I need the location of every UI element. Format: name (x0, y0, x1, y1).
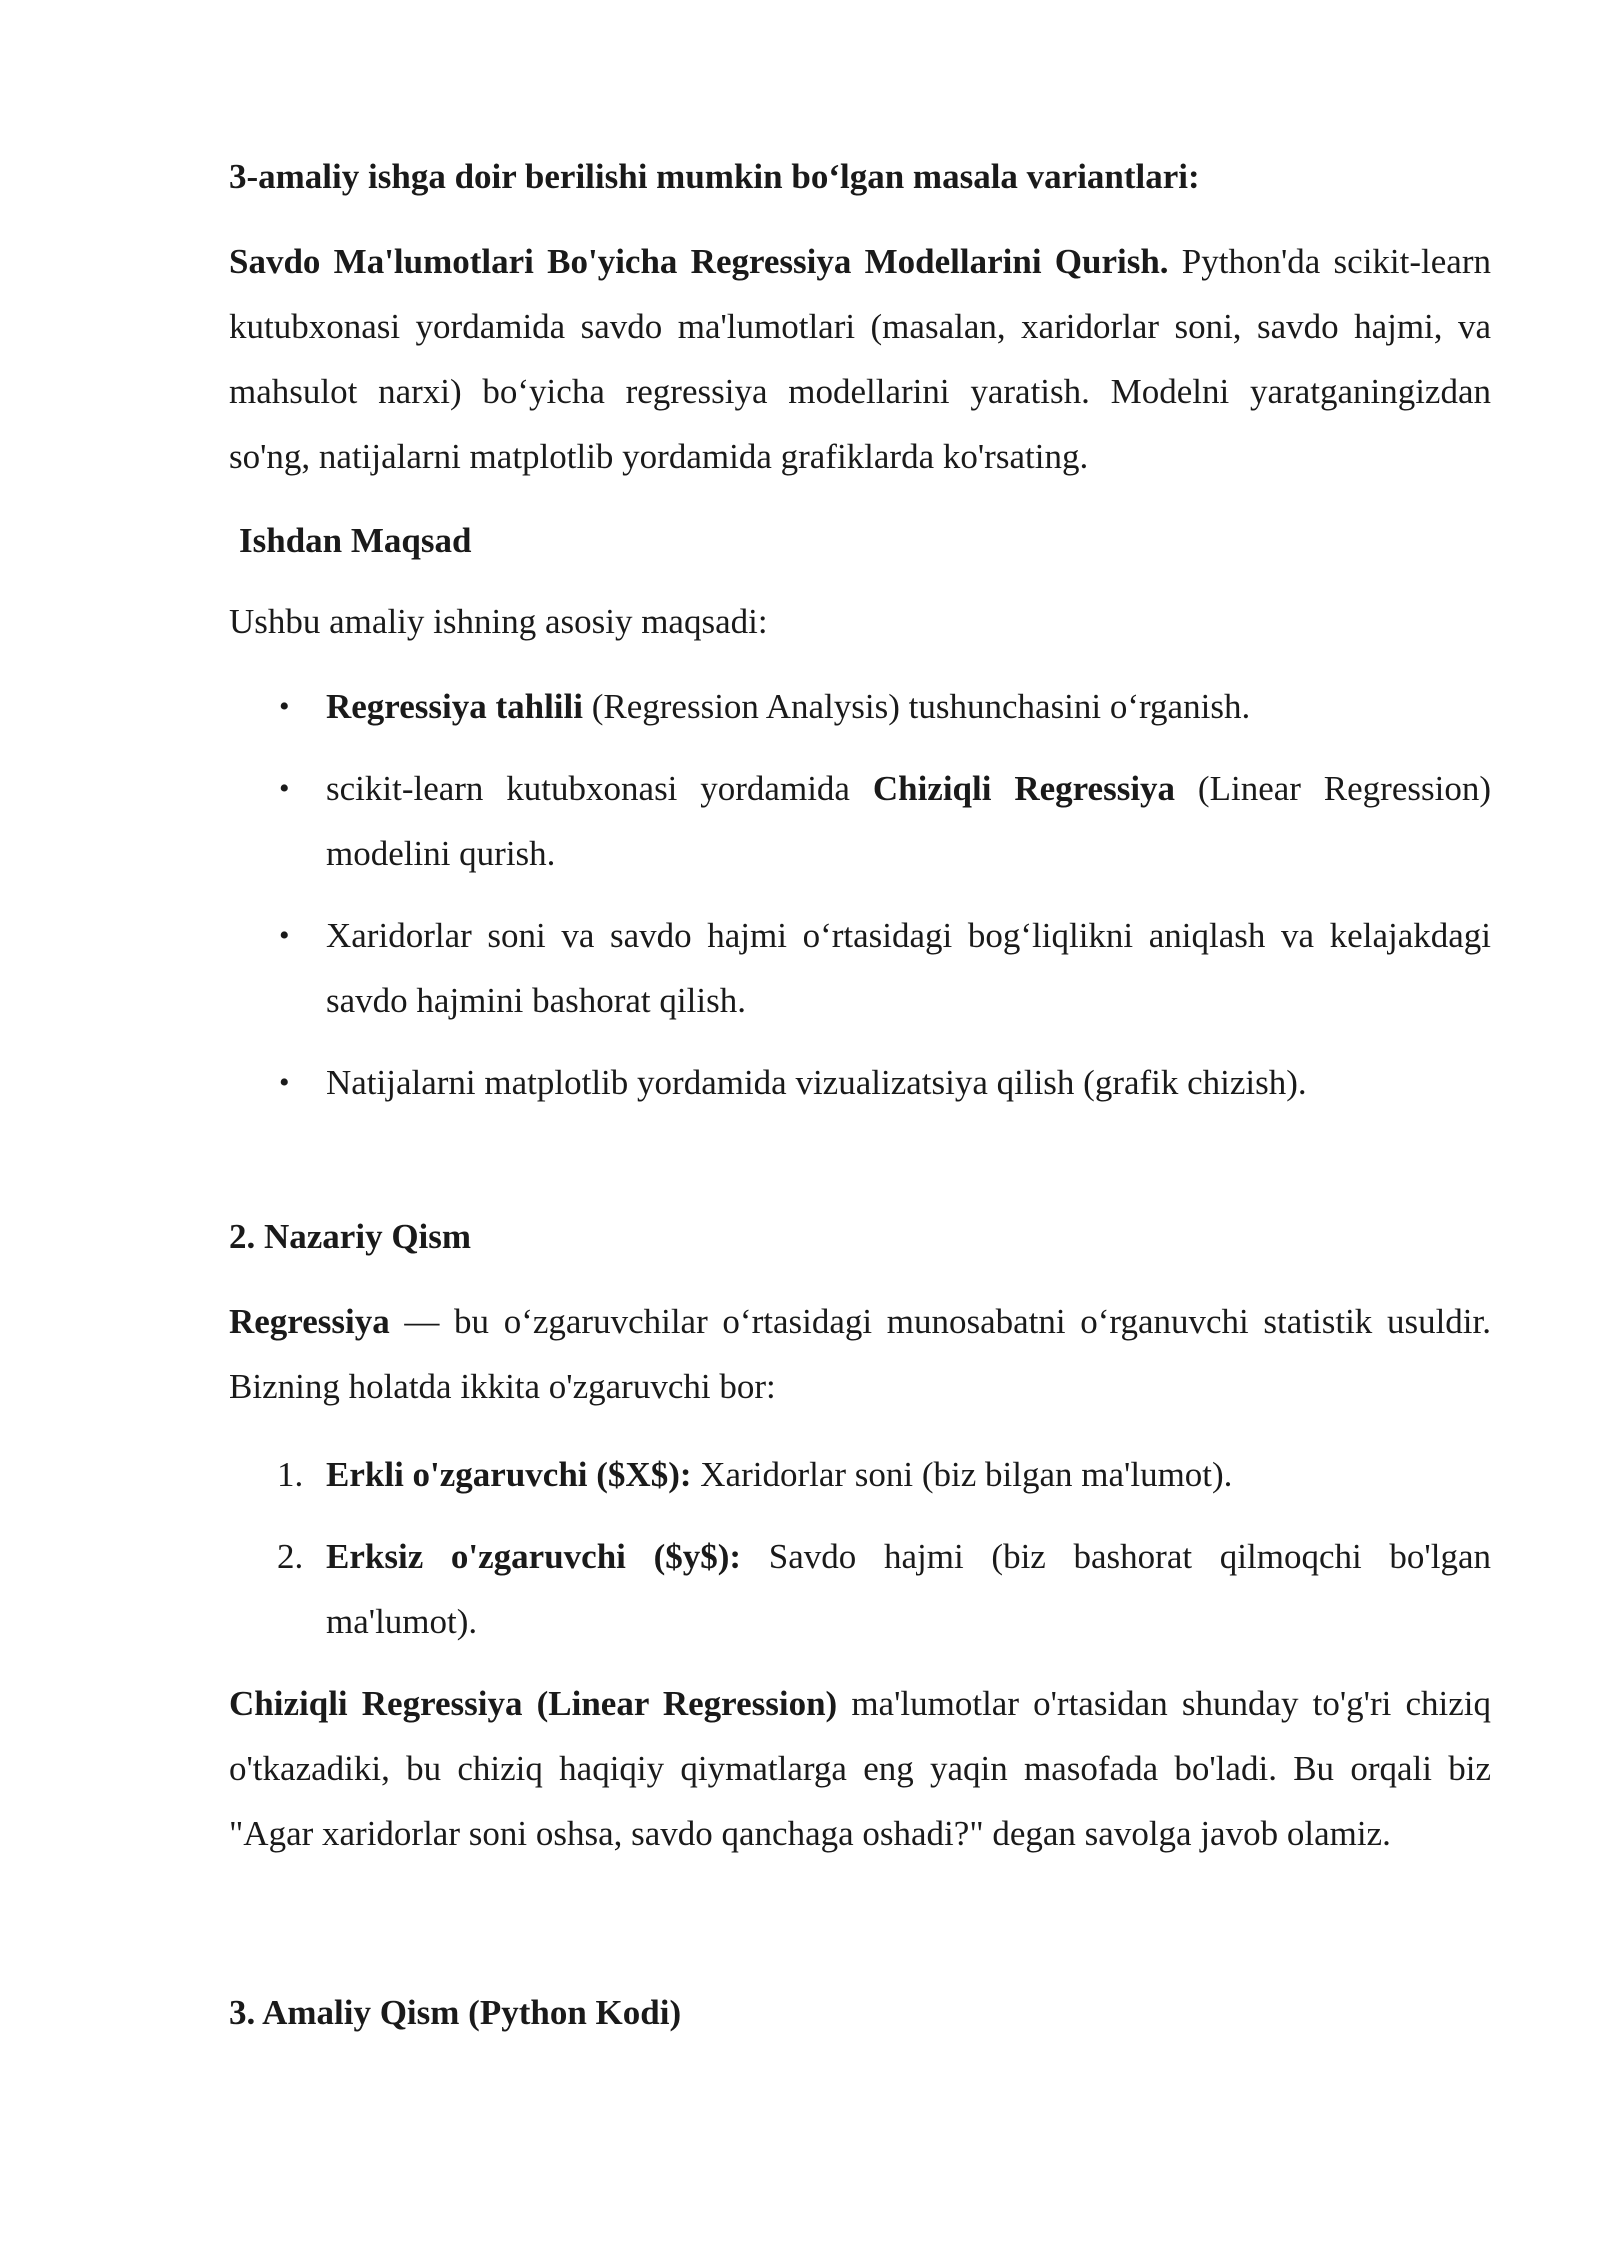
theory-bold: Regressiya (229, 1302, 390, 1341)
variable-bold: Erkli o'zgaruvchi ($X$): (326, 1455, 692, 1494)
page-content (229, 148, 1491, 2065)
linear-text: ma'lumotlar o'rtasidan shunday to'g'ri chiziq o'tkazadiki, bu chiziq haqiqiy qiymatlarga eng yaqin masofada bo'ladi. Bu orqali biz "Agar xaridorlar soni oshsa, savdo qanchaga oshadi?" degan savolga javob olamiz. (229, 1684, 1491, 1853)
theory-paragraph (229, 1289, 1491, 1419)
variable-bold: Erksiz o'zgaruvchi ($y$): (326, 1537, 742, 1576)
list-item (229, 1050, 1491, 1115)
goal-bold: Regressiya tahlili (326, 687, 583, 726)
list-item (229, 756, 1491, 886)
bullet-icon: • (279, 690, 290, 723)
goal-heading: Ishdan Maqsad (239, 521, 472, 560)
variable-text: Savdo hajmi (biz bashorat qilmoqchi bo'lgan ma'lumot). (326, 1537, 1491, 1641)
intro-text: Python'da scikit-learn kutubxonasi yordamida savdo ma'lumotlari (masalan, xaridorlar soni, savdo hajmi, va mahsulot narxi) bo‘yicha regressiya modellarini yaratish. Modelni yaratganingizdan so'ng, natijalarni matplotlib yordamida grafiklarda ko'rsating. (229, 242, 1491, 476)
list-number: 2. (277, 1537, 304, 1576)
variables-list (229, 1442, 1491, 1654)
theory-text: — bu o‘zgaruvchilar o‘rtasidagi munosabatni o‘rganuvchi statistik usuldir. Bizning holatda ikkita o'zgaruvchi bor: (229, 1302, 1491, 1406)
list-item (229, 1524, 1491, 1654)
goal-pre: scikit-learn kutubxonasi yordamida (326, 769, 873, 808)
goal-bold: Chiziqli Regressiya (872, 769, 1176, 808)
practice-heading: 3. Amaliy Qism (Python Kodi) (229, 1993, 682, 2032)
intro-paragraph (229, 229, 1491, 489)
intro-bold: Savdo Ma'lumotlari Bo'yicha Regressiya Modellarini Qurish. (229, 242, 1169, 281)
goal-post: (Regression Analysis) tushunchasini o‘rganish. (582, 687, 1251, 726)
goal-pre: Natijalarni matplotlib yordamida vizualizatsiya qilish (grafik chizish). (326, 1063, 1307, 1102)
list-item (229, 674, 1491, 739)
goal-post: (Linear Regression) modelini qurish. (326, 769, 1491, 873)
goal-intro: Ushbu amaliy ishning asosiy maqsadi: (229, 602, 768, 641)
goal-pre: Xaridorlar soni va savdo hajmi o‘rtasidagi bog‘liqlikni aniqlash va kelajakdagi savdo hajmini bashorat qilish. (326, 916, 1491, 1020)
goal-list (229, 674, 1491, 1115)
linear-paragraph (229, 1671, 1491, 1866)
bullet-icon: • (279, 1066, 290, 1099)
list-item (229, 1442, 1491, 1507)
section-spacer (229, 1889, 1491, 1984)
list-item (229, 903, 1491, 1033)
task-title: 3-amaliy ishga doir berilishi mumkin bo‘lgan masala variantlari: (229, 157, 1200, 196)
section-spacer (229, 1132, 1491, 1208)
variable-text: Xaridorlar soni (biz bilgan ma'lumot). (691, 1455, 1233, 1494)
linear-bold: Chiziqli Regressiya (Linear Regression) (229, 1684, 838, 1723)
bullet-icon: • (279, 919, 290, 952)
theory-heading: 2. Nazariy Qism (229, 1217, 472, 1256)
bullet-icon: • (279, 772, 290, 805)
list-number: 1. (277, 1455, 304, 1494)
